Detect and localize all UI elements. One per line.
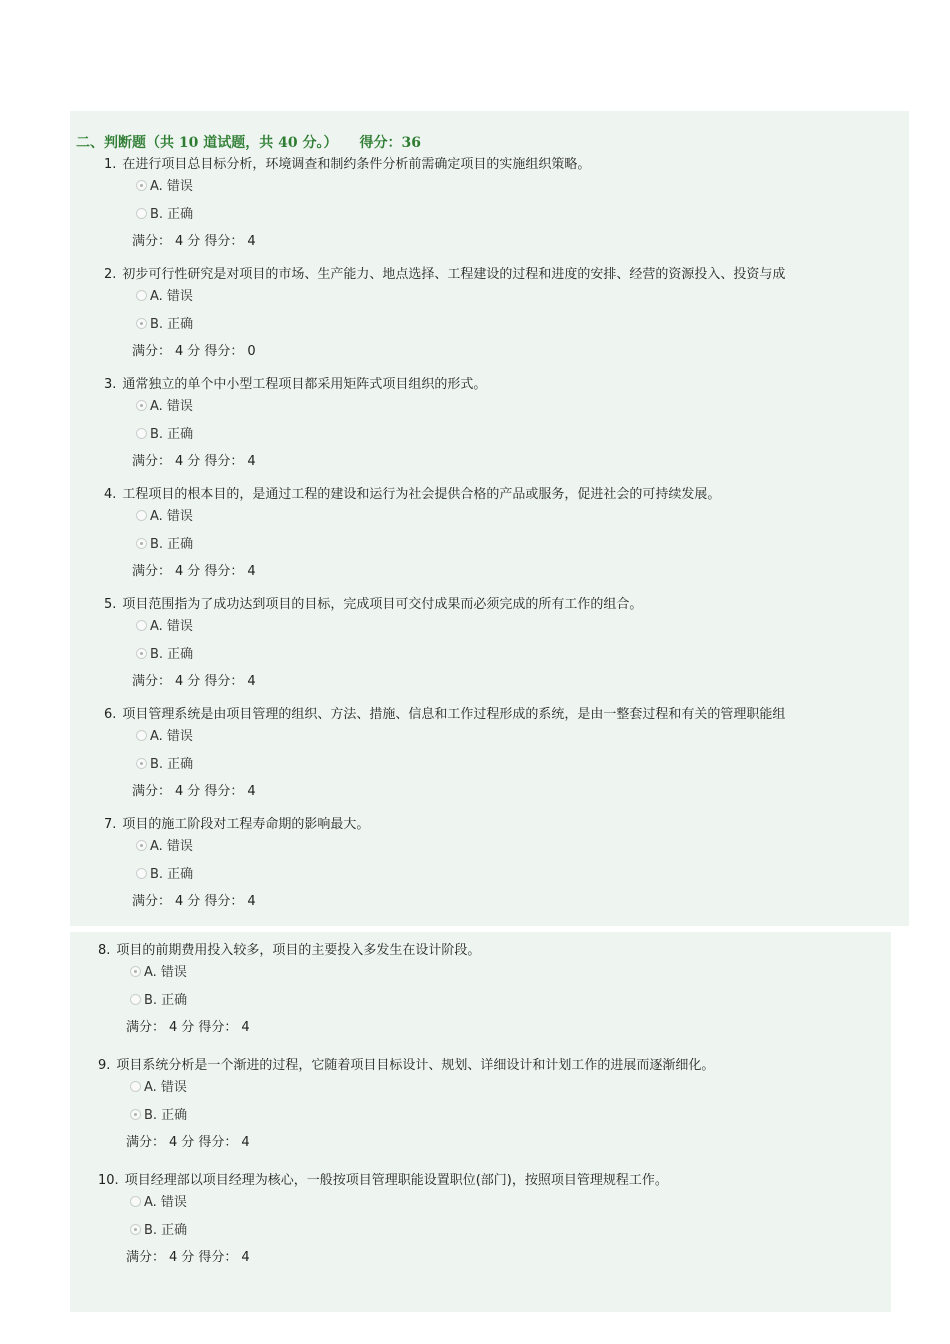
radio-a[interactable]	[136, 290, 147, 301]
got-value: 4	[241, 1135, 250, 1150]
option-a[interactable]	[130, 1080, 187, 1096]
section-score: 得分：36	[359, 135, 421, 151]
got-value: 4	[247, 454, 256, 469]
option-b-label: B. 正确	[150, 647, 194, 662]
quiz-panel-bottom	[70, 932, 891, 1312]
radio-a[interactable]	[136, 180, 147, 191]
question-score	[132, 344, 260, 360]
option-b[interactable]	[130, 993, 187, 1009]
option-a[interactable]	[136, 729, 193, 745]
radio-b[interactable]	[136, 318, 147, 329]
full-value: 4	[175, 344, 184, 359]
option-a[interactable]	[136, 839, 193, 855]
full-label: 满分：	[132, 784, 172, 799]
option-a-label: A. 错误	[150, 619, 193, 634]
radio-b[interactable]	[136, 538, 147, 549]
got-value: 4	[241, 1250, 250, 1265]
full-value: 4	[175, 454, 184, 469]
radio-b[interactable]	[136, 428, 147, 439]
option-a-label: A. 错误	[150, 399, 193, 414]
option-b-label: B. 正确	[150, 757, 194, 772]
option-a-label: A. 错误	[144, 965, 187, 980]
option-b-label: B. 正确	[144, 1223, 188, 1238]
option-a[interactable]	[130, 965, 187, 981]
full-value: 4	[169, 1020, 178, 1035]
question-body: 项目范围指为了成功达到项目的目标，完成项目可交付成果而必须完成的所有工作的组合。	[122, 597, 643, 612]
got-label: 得分：	[204, 674, 244, 689]
option-a[interactable]	[136, 289, 193, 305]
full-label: 满分：	[132, 674, 172, 689]
option-a-label: A. 错误	[150, 839, 193, 854]
option-a[interactable]	[136, 179, 193, 195]
got-label: 得分：	[204, 894, 244, 909]
radio-a[interactable]	[130, 966, 141, 977]
question-score	[132, 784, 260, 800]
full-value: 4	[175, 894, 184, 909]
radio-a[interactable]	[136, 400, 147, 411]
question-number: 9.	[98, 1058, 111, 1073]
option-a[interactable]	[130, 1195, 187, 1211]
question-text	[104, 267, 785, 283]
question-text	[104, 707, 785, 723]
radio-b[interactable]	[130, 1109, 141, 1120]
question-score	[132, 454, 260, 470]
option-b[interactable]	[136, 207, 193, 223]
full-label: 满分：	[126, 1250, 166, 1265]
option-b-label: B. 正确	[144, 993, 188, 1008]
unit-label: 分	[187, 784, 201, 799]
option-b[interactable]	[136, 537, 193, 553]
question-body: 初步可行性研究是对项目的市场、生产能力、地点选择、工程建设的过程和进度的安排、经营的资源投入、投资与成	[122, 267, 786, 282]
option-b[interactable]	[136, 757, 193, 773]
got-label: 得分：	[204, 784, 244, 799]
question-body: 在进行项目总目标分析，环境调查和制约条件分析前需确定项目的实施组织策略。	[122, 157, 591, 172]
got-value: 4	[247, 894, 256, 909]
full-label: 满分：	[126, 1020, 166, 1035]
got-value: 4	[247, 564, 256, 579]
question-score	[126, 1250, 254, 1266]
radio-b[interactable]	[130, 994, 141, 1005]
full-value: 4	[175, 234, 184, 249]
got-value: 4	[247, 234, 256, 249]
question-body: 项目系统分析是一个渐进的过程，它随着项目目标设计、规划、详细设计和计划工作的进展而逐渐细化。	[116, 1058, 715, 1073]
unit-label: 分	[187, 454, 201, 469]
got-label: 得分：	[198, 1020, 238, 1035]
option-b[interactable]	[130, 1108, 187, 1124]
question-text	[104, 157, 590, 173]
unit-label: 分	[187, 674, 201, 689]
radio-a[interactable]	[130, 1196, 141, 1207]
option-a-label: A. 错误	[144, 1195, 187, 1210]
full-label: 满分：	[132, 454, 172, 469]
question-number: 6.	[104, 707, 117, 722]
option-a[interactable]	[136, 399, 193, 415]
option-b[interactable]	[136, 427, 193, 443]
full-label: 满分：	[132, 344, 172, 359]
question-text	[98, 1058, 714, 1074]
option-b[interactable]	[136, 867, 193, 883]
got-label: 得分：	[198, 1250, 238, 1265]
question-body: 项目的前期费用投入较多，项目的主要投入多发生在设计阶段。	[116, 943, 481, 958]
question-score	[132, 564, 260, 580]
unit-label: 分	[181, 1250, 195, 1265]
got-label: 得分：	[204, 234, 244, 249]
option-a-label: A. 错误	[150, 729, 193, 744]
radio-a[interactable]	[136, 510, 147, 521]
question-score	[132, 234, 260, 250]
radio-b[interactable]	[136, 868, 147, 879]
got-value: 0	[247, 344, 256, 359]
radio-b[interactable]	[136, 208, 147, 219]
option-a-label: A. 错误	[144, 1080, 187, 1095]
question-body: 项目管理系统是由项目管理的组织、方法、措施、信息和工作过程形成的系统，是由一整套过程和有关的管理职能组	[122, 707, 786, 722]
option-a[interactable]	[136, 509, 193, 525]
option-b[interactable]	[130, 1223, 187, 1239]
option-a-label: A. 错误	[150, 289, 193, 304]
question-body: 通常独立的单个中小型工程项目都采用矩阵式项目组织的形式。	[122, 377, 487, 392]
question-body: 项目的施工阶段对工程寿命期的影响最大。	[122, 817, 370, 832]
option-b[interactable]	[136, 317, 193, 333]
got-value: 4	[247, 674, 256, 689]
radio-b[interactable]	[136, 758, 147, 769]
unit-label: 分	[187, 894, 201, 909]
unit-label: 分	[181, 1135, 195, 1150]
option-b[interactable]	[136, 647, 193, 663]
question-number: 4.	[104, 487, 117, 502]
got-label: 得分：	[198, 1135, 238, 1150]
got-label: 得分：	[204, 344, 244, 359]
question-score	[126, 1135, 254, 1151]
question-score	[132, 894, 260, 910]
question-score	[132, 674, 260, 690]
question-number: 1.	[104, 157, 117, 172]
radio-b[interactable]	[130, 1224, 141, 1235]
full-label: 满分：	[132, 564, 172, 579]
radio-a[interactable]	[130, 1081, 141, 1092]
radio-b[interactable]	[136, 648, 147, 659]
question-text	[104, 817, 369, 833]
full-label: 满分：	[132, 894, 172, 909]
got-label: 得分：	[204, 564, 244, 579]
option-b-label: B. 正确	[144, 1108, 188, 1123]
question-number: 7.	[104, 817, 117, 832]
question-number: 8.	[98, 943, 111, 958]
question-number: 10.	[98, 1173, 119, 1188]
full-value: 4	[169, 1250, 178, 1265]
question-body: 项目经理部以项目经理为核心，一般按项目管理职能设置职位(部门)，按照项目管理规程工作。	[124, 1173, 668, 1188]
question-body: 工程项目的根本目的，是通过工程的建设和运行为社会提供合格的产品或服务，促进社会的可持续发展。	[122, 487, 721, 502]
question-text	[104, 597, 642, 613]
option-a[interactable]	[136, 619, 193, 635]
option-a-label: A. 错误	[150, 509, 193, 524]
question-number: 2.	[104, 267, 117, 282]
radio-a[interactable]	[136, 620, 147, 631]
option-b-label: B. 正确	[150, 537, 194, 552]
got-label: 得分：	[204, 454, 244, 469]
option-b-label: B. 正确	[150, 207, 194, 222]
unit-label: 分	[187, 344, 201, 359]
question-number: 3.	[104, 377, 117, 392]
unit-label: 分	[187, 564, 201, 579]
full-value: 4	[169, 1135, 178, 1150]
unit-label: 分	[181, 1020, 195, 1035]
question-text	[104, 377, 486, 393]
option-a-label: A. 错误	[150, 179, 193, 194]
full-value: 4	[175, 784, 184, 799]
full-value: 4	[175, 674, 184, 689]
radio-a[interactable]	[136, 840, 147, 851]
section-heading: 二、判断题（共 10 道试题，共 40 分。）	[76, 135, 338, 151]
got-value: 4	[247, 784, 256, 799]
question-score	[126, 1020, 254, 1036]
question-text	[98, 943, 480, 959]
question-text	[98, 1173, 668, 1189]
option-b-label: B. 正确	[150, 427, 194, 442]
full-label: 满分：	[126, 1135, 166, 1150]
quiz-panel-top	[70, 111, 909, 926]
option-b-label: B. 正确	[150, 867, 194, 882]
question-number: 5.	[104, 597, 117, 612]
full-value: 4	[175, 564, 184, 579]
unit-label: 分	[187, 234, 201, 249]
radio-a[interactable]	[136, 730, 147, 741]
option-b-label: B. 正确	[150, 317, 194, 332]
got-value: 4	[241, 1020, 250, 1035]
question-text	[104, 487, 720, 503]
full-label: 满分：	[132, 234, 172, 249]
section-title	[76, 132, 421, 152]
